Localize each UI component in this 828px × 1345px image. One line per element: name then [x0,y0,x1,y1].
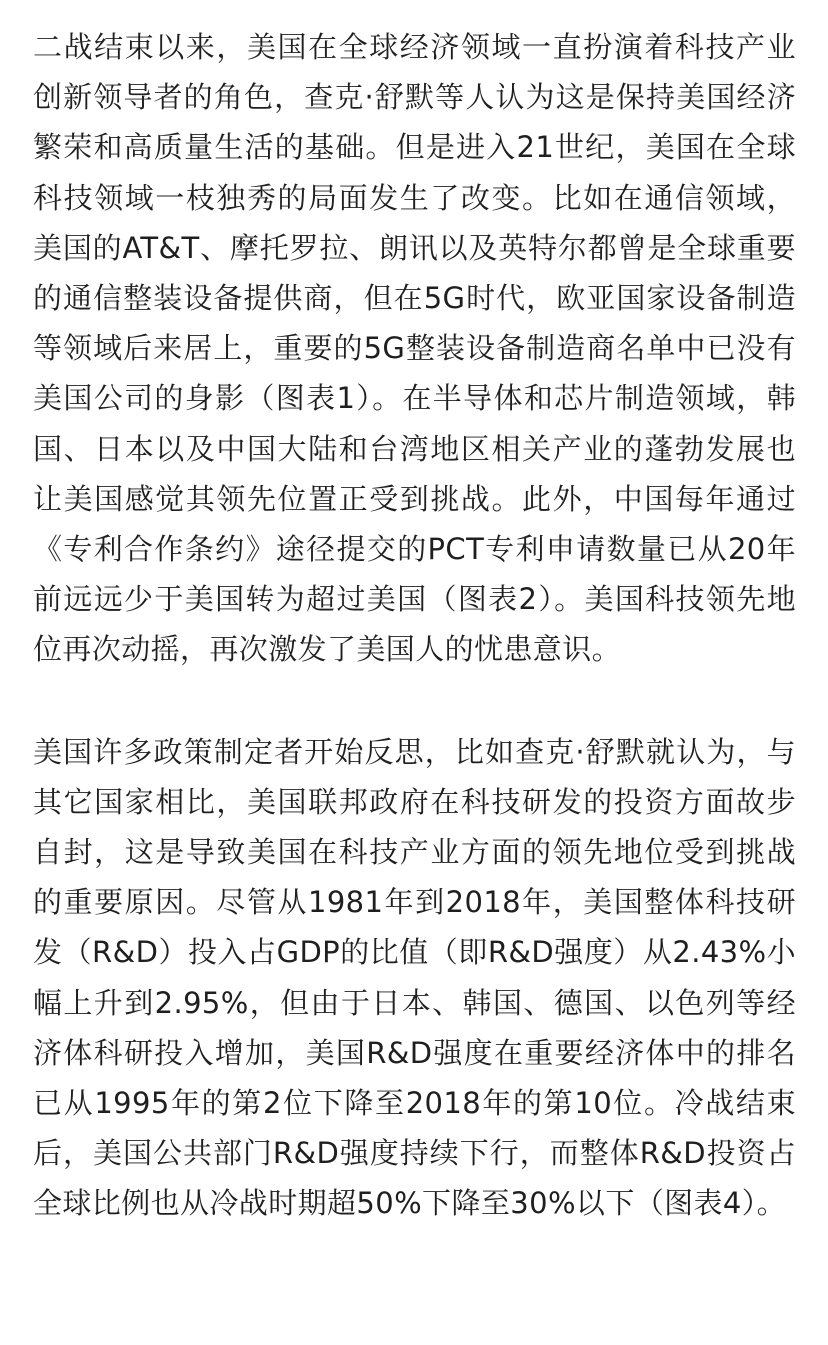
paragraph-2: 美国许多政策制定者开始反思，比如查克·舒默就认为，与其它国家相比，美国联邦政府在科技研发的投资方面故步自封，这是导致美国在科技产业方面的领先地位受到挑战的重要原因。尽管从1981年到2018年，美国整体科技研发（R&D）投入占GDP的比值（即R&D强度）从2.43%小幅上升到2.95%，但由于日本、韩国、德国、以色列等经济体科研投入增加，美国R&D强度在重要经济体中的排名已从1995年的第2位下降至2018年的第10位。冷战结束后，美国公共部门R&D强度持续下行，而整体R&D投资占全球比例也从冷战时期超50%下降至30%以下（图表4）。 [33,734,796,1221]
paragraph-1: 二战结束以来，美国在全球经济领域一直扮演着科技产业创新领导者的角色，查克·舒默等人认为这是保持美国经济繁荣和高质量生活的基础。但是进入21世纪，美国在全球科技领域一枝独秀的局面发生了改变。比如在通信领域，美国的AT&T、摩托罗拉、朗讯以及英特尔都曾是全球重要的通信整装设备提供商，但在5G时代，欧亚国家设备制造等领域后来居上，重要的5G整装设备制造商名单中已没有美国公司的身影（图表1）。在半导体和芯片制造领域，韩国、日本以及中国大陆和台湾地区相关产业的蓬勃发展也让美国感觉其领先位置正受到挑战。此外，中国每年通过《专利合作条约》途径提交的PCT专利申请数量已从20年前远远少于美国转为超过美国（图表2）。美国科技领先地位再次动摇，再次激发了美国人的忧患意识。 [33,30,796,667]
